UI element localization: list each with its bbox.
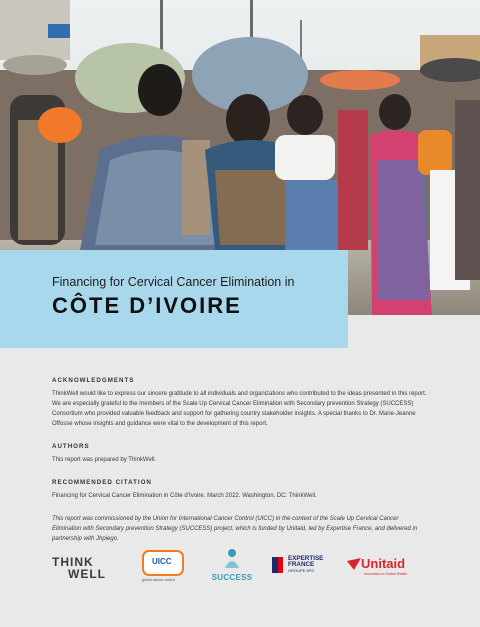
- report-subtitle: Financing for Cervical Cancer Elimination in: [52, 275, 295, 289]
- unitaid-logo-text: Unitaid: [361, 556, 406, 571]
- thinkwell-logo-top: THINK: [52, 555, 94, 569]
- expertise-france-line2: FRANCE: [288, 561, 315, 568]
- authors-heading: AUTHORS: [52, 443, 90, 450]
- thinkwell-logo: [52, 556, 122, 580]
- report-title: CÔTE D’IVOIRE: [52, 293, 242, 318]
- expertise-france-line3: GROUPE AFD: [288, 568, 315, 573]
- thinkwell-logo-bottom: WELL: [68, 567, 106, 581]
- success-figure-icon: [223, 548, 241, 568]
- success-logo: [210, 548, 254, 582]
- uicc-speech-bubble-icon: [142, 550, 184, 576]
- success-logo-text: SUCCESS: [211, 573, 253, 582]
- uicc-logo-text: UICC: [152, 557, 172, 566]
- authors-text: This report was prepared by ThinkWell.: [52, 457, 157, 463]
- citation-heading: RECOMMENDED CITATION: [52, 479, 152, 486]
- unitaid-tagline: Innovation in Global Health: [364, 572, 408, 576]
- uicc-logo: [142, 550, 184, 580]
- citation-text: Financing for Cervical Cancer Elimination in Côte d’Ivoire. March 2022. Washington, DC: ThinkWell.: [52, 493, 317, 499]
- unitaid-swoosh-icon: [347, 558, 361, 570]
- acknowledgments-text: ThinkWell would like to express our sincere gratitude to all individuals and organizations who contributed to the ideas presented in this report. We are especially grateful to the members of the Scale Up Cervical Cancer Elimination with Secondary prevention Strategy (SUCCESS) Consortium who provided valuable feedback and support for gathering country stakeholder insights. A special thanks to Dr. Marie-Jeanne Offosse whose insights and guidance were vital to the development of this report.: [52, 391, 427, 427]
- acknowledgments-heading: ACKNOWLEDGMENTS: [52, 377, 135, 384]
- partner-logos: [52, 548, 424, 588]
- expertise-france-emblem-icon: [272, 557, 283, 573]
- front-matter: [52, 376, 427, 557]
- uicc-tagline: global cancer control: [142, 578, 176, 582]
- expertise-france-line1: EXPERTISE: [288, 555, 324, 562]
- commission-note: This report was commissioned by the Union for International Cancer Control (UICC) in the context of the Scale Up Cervical Cancer Elimination with Secondary prevention Strategy (SUCCESS) project, which is funded by Unitaid, led by Expertise France, and delivered in partnership with Jhpiego.: [52, 516, 418, 542]
